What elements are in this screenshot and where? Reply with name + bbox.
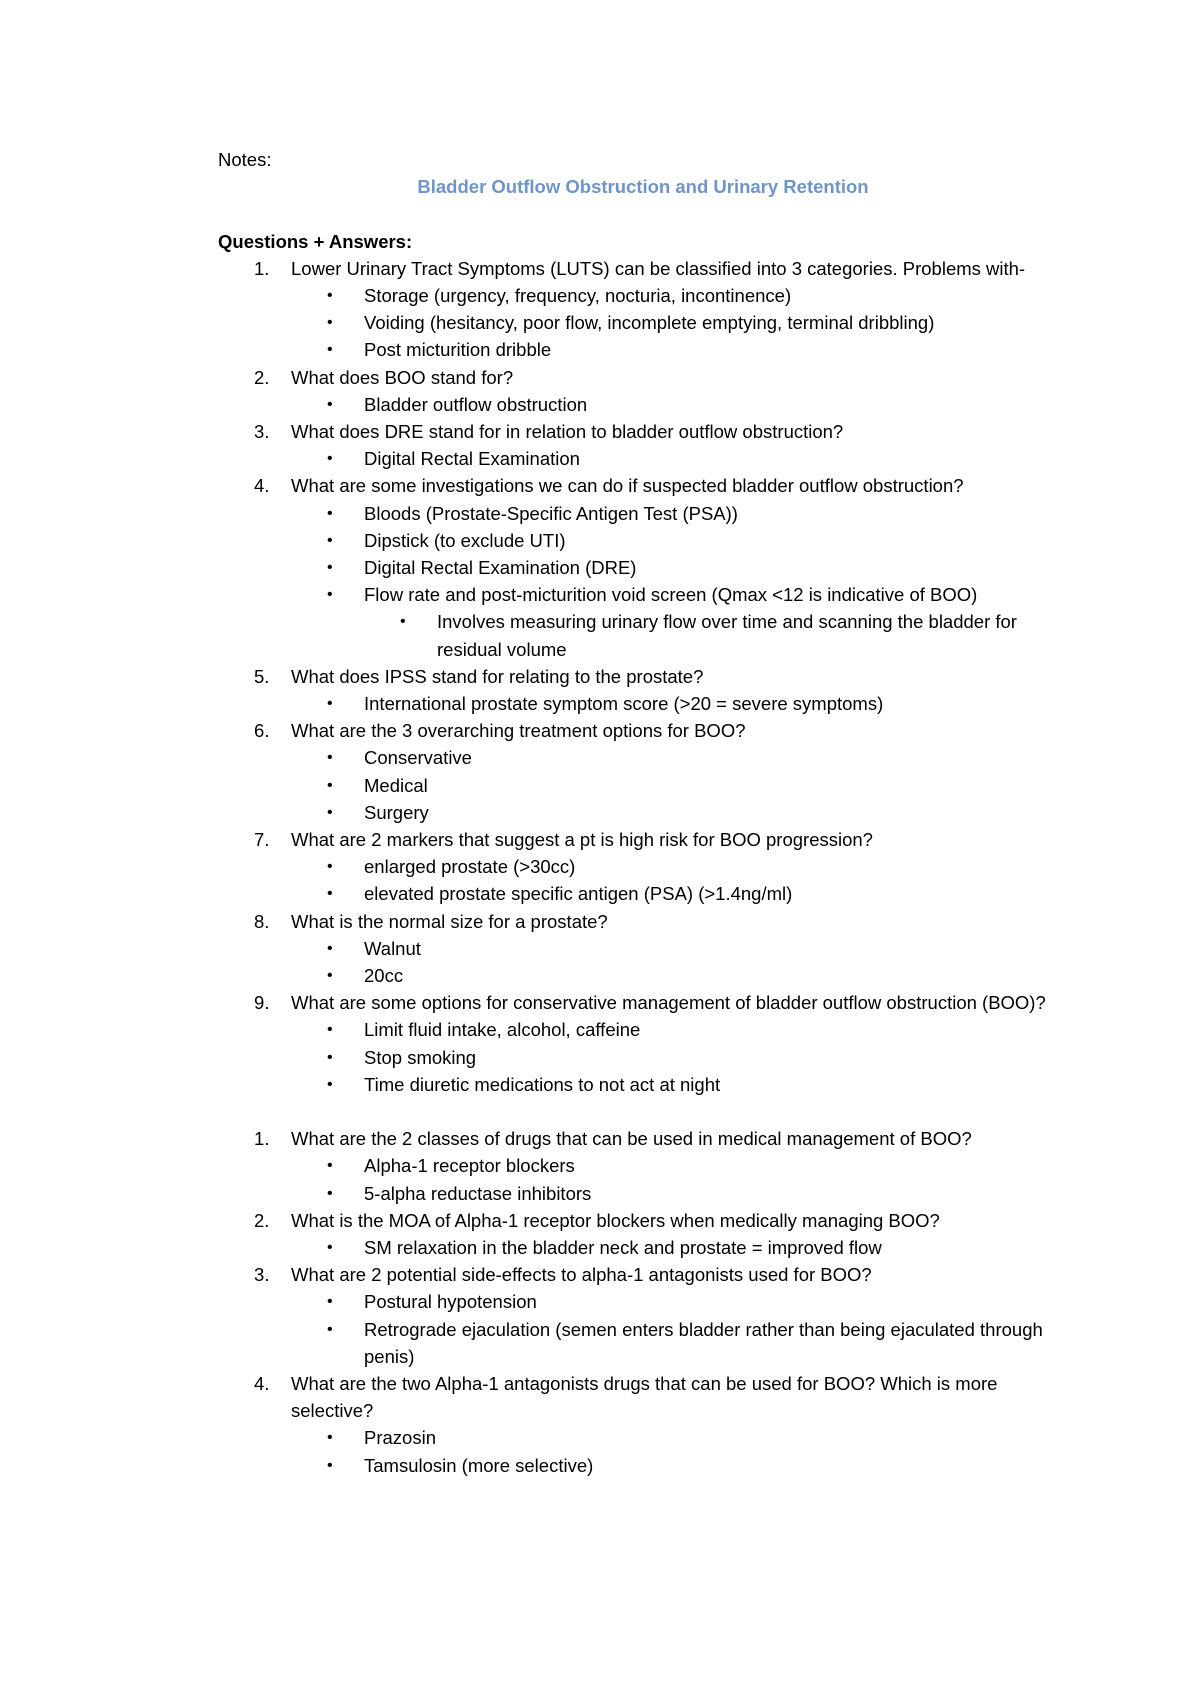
answer-item xyxy=(218,1180,1068,1207)
bullet-icon: • xyxy=(327,1239,333,1257)
bullet-icon: • xyxy=(327,1456,333,1474)
question-item xyxy=(218,663,1068,717)
answer-text: Retrograde ejaculation (semen enters bladder rather than being ejaculated through penis) xyxy=(364,1318,1043,1367)
question-item xyxy=(218,717,1068,826)
answer-list xyxy=(291,1152,1068,1206)
bullet-icon: • xyxy=(327,858,333,876)
answer-item xyxy=(218,772,1068,799)
bullet-icon: • xyxy=(327,1320,333,1338)
answer-list xyxy=(291,1288,1068,1370)
list-gap xyxy=(218,1098,1068,1125)
question-text: What does IPSS stand for relating to the prostate? xyxy=(291,665,704,687)
question-item xyxy=(218,1207,1068,1261)
answer-text: Digital Rectal Examination xyxy=(364,448,580,470)
answer-item xyxy=(218,962,1068,989)
answer-text: SM relaxation in the bladder neck and prostate = improved flow xyxy=(364,1237,882,1259)
answer-text: Time diuretic medications to not act at night xyxy=(364,1073,721,1095)
answer-text: Limit fluid intake, alcohol, caffeine xyxy=(364,1019,641,1041)
question-number: 9. xyxy=(254,992,270,1014)
question-number: 2. xyxy=(254,1209,270,1231)
question-item xyxy=(218,472,1068,662)
answer-text: Surgery xyxy=(364,801,429,823)
answer-list xyxy=(291,1234,1068,1261)
answer-list xyxy=(291,1424,1068,1478)
answer-text: 5-alpha reductase inhibitors xyxy=(364,1182,592,1204)
answer-text: Digital Rectal Examination (DRE) xyxy=(364,556,637,578)
answer-text: Dipstick (to exclude UTI) xyxy=(364,529,566,551)
answer-text: Conservative xyxy=(364,747,472,769)
question-text: What is the normal size for a prostate? xyxy=(291,910,608,932)
answer-list xyxy=(291,935,1068,989)
answer-item xyxy=(218,581,1068,663)
answer-item xyxy=(218,527,1068,554)
bullet-icon: • xyxy=(327,1048,333,1066)
answer-item xyxy=(218,336,1068,363)
question-item xyxy=(218,1261,1068,1370)
bullet-icon: • xyxy=(327,1075,333,1093)
answer-text: Bloods (Prostate-Specific Antigen Test (PSA)) xyxy=(364,502,738,524)
answer-item xyxy=(218,1424,1068,1451)
question-text: What are the two Alpha-1 antagonists drugs that can be used for BOO? Which is more selective? xyxy=(291,1373,998,1422)
notes-label: Notes: xyxy=(218,149,272,170)
section-heading: Questions + Answers: xyxy=(218,230,413,252)
question-number: 4. xyxy=(254,475,270,497)
bullet-icon: • xyxy=(327,776,333,794)
answer-text: Post micturition dribble xyxy=(364,339,552,361)
answer-list xyxy=(291,391,1068,418)
question-number: 1. xyxy=(254,257,270,279)
answer-text: enlarged prostate (>30cc) xyxy=(364,856,576,878)
bullet-icon: • xyxy=(327,341,333,359)
bullet-icon: • xyxy=(327,1429,333,1447)
question-number: 5. xyxy=(254,665,270,687)
bullet-icon: • xyxy=(327,531,333,549)
question-number: 3. xyxy=(254,420,270,442)
bullet-icon: • xyxy=(327,1157,333,1175)
answer-text: Walnut xyxy=(364,937,421,959)
bullet-icon: • xyxy=(327,1184,333,1202)
answer-list xyxy=(291,500,1068,663)
answer-text: Stop smoking xyxy=(364,1046,477,1068)
bullet-icon: • xyxy=(327,885,333,903)
answer-item xyxy=(218,690,1068,717)
question-item xyxy=(218,908,1068,990)
answer-item xyxy=(218,1452,1068,1479)
answer-list xyxy=(291,1016,1068,1098)
question-item xyxy=(218,989,1068,1098)
bullet-icon: • xyxy=(327,395,333,413)
bullet-icon: • xyxy=(327,749,333,767)
bullet-icon: • xyxy=(327,450,333,468)
bullet-icon: • xyxy=(327,939,333,957)
answer-text: 20cc xyxy=(364,965,404,987)
question-text: What are the 3 overarching treatment options for BOO? xyxy=(291,720,746,742)
answer-item xyxy=(218,1016,1068,1043)
document-title: Bladder Outflow Obstruction and Urinary Retention xyxy=(417,176,869,198)
answer-item xyxy=(218,309,1068,336)
spacer xyxy=(218,200,1068,227)
bullet-icon: • xyxy=(327,504,333,522)
sub-answer-text: Involves measuring urinary flow over time and scanning the bladder for residual volume xyxy=(437,611,1017,660)
answer-text: Postural hypotension xyxy=(364,1291,537,1313)
answer-list xyxy=(291,445,1068,472)
question-list-1 xyxy=(218,255,1068,1098)
sub-answer-list xyxy=(364,608,1068,662)
answer-item xyxy=(218,799,1068,826)
bullet-icon: • xyxy=(327,1021,333,1039)
bullet-icon: • xyxy=(327,586,333,604)
answer-item xyxy=(218,1234,1068,1261)
question-text: What does BOO stand for? xyxy=(291,366,514,388)
question-number: 3. xyxy=(254,1264,270,1286)
answer-text: Medical xyxy=(364,774,428,796)
answer-item xyxy=(218,554,1068,581)
question-text: What are some options for conservative management of bladder outflow obstruction (BOO)? xyxy=(291,992,1046,1014)
bullet-icon: • xyxy=(400,613,406,631)
answer-text: Alpha-1 receptor blockers xyxy=(364,1155,575,1177)
question-item xyxy=(218,364,1068,418)
answer-item xyxy=(218,391,1068,418)
question-number: 8. xyxy=(254,910,270,932)
question-text: What are the 2 classes of drugs that can be used in medical management of BOO? xyxy=(291,1128,972,1150)
question-text: What are 2 markers that suggest a pt is high risk for BOO progression? xyxy=(291,829,873,851)
answer-list xyxy=(291,853,1068,907)
answer-text: Prazosin xyxy=(364,1427,436,1449)
question-item xyxy=(218,1125,1068,1207)
answer-item xyxy=(218,1044,1068,1071)
question-number: 1. xyxy=(254,1128,270,1150)
bullet-icon: • xyxy=(327,286,333,304)
answer-item xyxy=(218,1071,1068,1098)
answer-item xyxy=(218,853,1068,880)
question-number: 6. xyxy=(254,720,270,742)
question-number: 4. xyxy=(254,1373,270,1395)
answer-item xyxy=(218,880,1068,907)
sub-answer-item xyxy=(218,608,1068,662)
answer-text: Flow rate and post-micturition void screen (Qmax <12 is indicative of BOO) xyxy=(364,584,978,606)
bullet-icon: • xyxy=(327,695,333,712)
question-text: Lower Urinary Tract Symptoms (LUTS) can be classified into 3 categories. Problems with- xyxy=(291,257,1026,279)
answer-text: elevated prostate specific antigen (PSA) (>1.4ng/ml) xyxy=(364,883,793,905)
answer-text: International prostate symptom score (>20 = severe symptoms) xyxy=(364,693,884,714)
answer-item xyxy=(218,1152,1068,1179)
question-number: 2. xyxy=(254,366,270,388)
answer-list xyxy=(291,744,1068,826)
question-list-2 xyxy=(218,1125,1068,1479)
question-text: What does DRE stand for in relation to bladder outflow obstruction? xyxy=(291,420,844,442)
answer-item xyxy=(218,1316,1068,1370)
question-item xyxy=(218,826,1068,908)
bullet-icon: • xyxy=(327,967,333,985)
answer-item xyxy=(218,744,1068,771)
document-content xyxy=(218,146,1068,1479)
answer-text: Storage (urgency, frequency, nocturia, incontinence) xyxy=(364,284,792,306)
answer-list xyxy=(291,282,1068,364)
question-item xyxy=(218,255,1068,364)
answer-list xyxy=(291,690,1068,717)
bullet-icon: • xyxy=(327,314,333,332)
bullet-icon: • xyxy=(327,1293,333,1311)
question-item xyxy=(218,1370,1068,1479)
question-text: What are some investigations we can do if suspected bladder outflow obstruction? xyxy=(291,475,964,497)
question-item xyxy=(218,418,1068,472)
answer-text: Tamsulosin (more selective) xyxy=(364,1454,594,1476)
answer-text: Bladder outflow obstruction xyxy=(364,393,588,415)
answer-item xyxy=(218,500,1068,527)
question-text: What are 2 potential side-effects to alpha-1 antagonists used for BOO? xyxy=(291,1264,872,1286)
answer-item xyxy=(218,1288,1068,1315)
answer-item xyxy=(218,445,1068,472)
question-number: 7. xyxy=(254,829,270,851)
question-text: What is the MOA of Alpha-1 receptor blockers when medically managing BOO? xyxy=(291,1209,940,1231)
answer-item xyxy=(218,282,1068,309)
bullet-icon: • xyxy=(327,803,333,821)
answer-item xyxy=(218,935,1068,962)
bullet-icon: • xyxy=(327,558,333,576)
answer-text: Voiding (hesitancy, poor flow, incomplete emptying, terminal dribbling) xyxy=(364,312,935,334)
